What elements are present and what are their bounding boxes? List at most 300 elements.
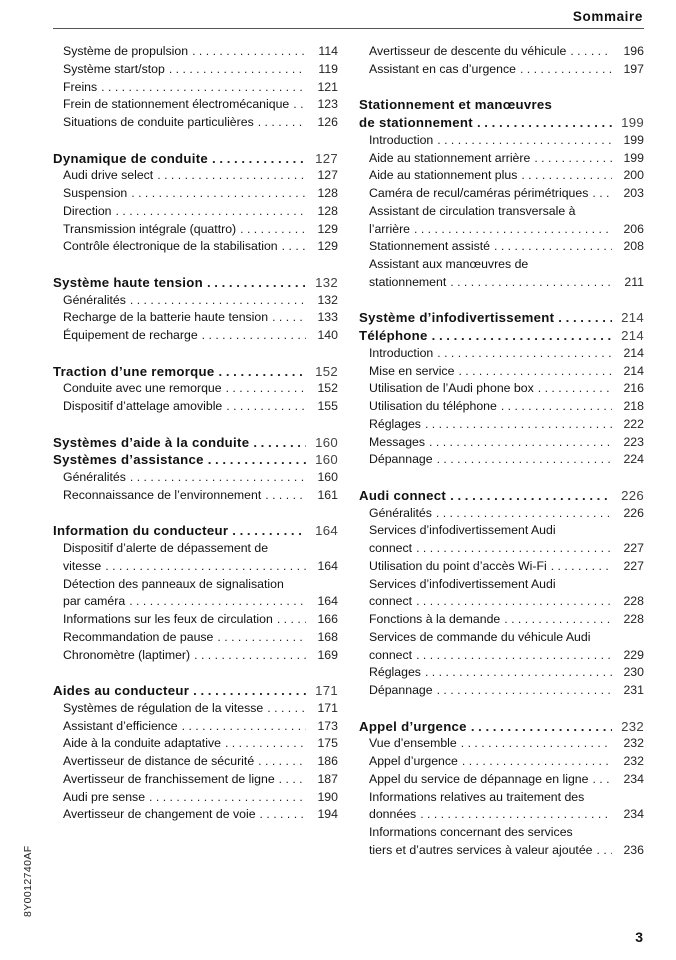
toc-entry-title: Transmission intégrale (quattro): [63, 221, 237, 236]
toc-page-number: 187: [317, 771, 338, 786]
toc-entry[interactable]: [359, 754, 644, 772]
dot-leader: [226, 399, 306, 413]
toc-entry[interactable]: [53, 719, 338, 737]
dot-leader: [504, 612, 612, 626]
toc-section-heading[interactable]: [53, 435, 338, 453]
toc-entry[interactable]: [359, 807, 644, 825]
toc-entry-title: Systèmes d’aide à la conduite: [53, 434, 250, 450]
dot-leader: [494, 239, 612, 253]
toc-page-number: 133: [317, 310, 338, 325]
toc-entry-title: Assistant aux manœuvres de: [369, 257, 529, 271]
toc-page-number: 232: [623, 736, 644, 751]
dot-leader: [277, 612, 306, 626]
dot-leader: [129, 594, 306, 608]
toc-page-number: 236: [623, 842, 644, 857]
toc-page-number: 196: [623, 44, 644, 58]
toc-entry-title: Vue d’ensemble: [369, 736, 457, 751]
toc-entry[interactable]: [359, 648, 644, 666]
toc-page-number: 234: [623, 771, 644, 786]
toc-page-number: 230: [623, 665, 644, 680]
dot-leader: [429, 435, 612, 449]
toc-entry-title: Système start/stop: [63, 61, 165, 76]
dot-leader: [416, 648, 612, 662]
toc-entry-title: Utilisation du point d’accès Wi-Fi: [369, 558, 547, 573]
toc-entry-title: Assistant de circulation transversale à: [369, 203, 576, 218]
toc-page-number: 226: [621, 487, 644, 503]
toc-spacer: [53, 257, 338, 275]
dot-leader: [437, 133, 612, 147]
toc-entry[interactable]: [53, 736, 338, 754]
dot-leader: [461, 736, 612, 750]
toc-entry-title: connect: [369, 594, 413, 609]
toc-page-number: 121: [317, 79, 338, 94]
toc-page-number: 168: [317, 629, 338, 644]
toc-entry-title: Services d’infodivertissement Audi: [369, 576, 556, 591]
toc-entry[interactable]: [359, 736, 644, 754]
toc-page-number: 208: [623, 239, 644, 254]
toc-entry[interactable]: [53, 559, 338, 577]
dot-leader: [450, 275, 612, 289]
toc-entry-title: stationnement: [369, 274, 447, 289]
toc-entry-title: Assistant d’efficience: [63, 718, 178, 733]
dot-leader: [420, 807, 612, 821]
toc-entry[interactable]: [53, 204, 338, 222]
toc-page-number: 231: [623, 683, 644, 697]
dot-leader: [101, 80, 306, 94]
dot-leader: [253, 435, 306, 450]
toc-entry[interactable]: [53, 630, 338, 648]
toc-page-number: 171: [315, 683, 338, 698]
toc-entry-title: Audi connect: [359, 487, 447, 503]
toc-page-number: 164: [317, 594, 338, 609]
dot-leader: [416, 541, 612, 555]
toc-entry-title: Dépannage: [369, 452, 433, 467]
toc-entry[interactable]: [359, 506, 644, 524]
toc-page-number: 166: [317, 612, 338, 626]
toc-entry-title: Avertisseur de distance de sécurité: [63, 754, 255, 768]
toc-entry-title: Téléphone: [359, 328, 428, 343]
toc-entry[interactable]: [359, 772, 644, 790]
dot-leader: [260, 807, 306, 821]
toc-entry[interactable]: [53, 772, 338, 790]
toc-page-number: 152: [315, 363, 338, 379]
toc-entry[interactable]: [53, 807, 338, 825]
toc-entry-title: Appel d’urgence: [359, 718, 467, 734]
toc-entry-title: Systèmes de régulation de la vitesse: [63, 700, 264, 715]
toc-entry[interactable]: [53, 168, 338, 186]
toc-spacer: [359, 701, 644, 719]
toc-page-number: 190: [317, 789, 338, 804]
toc-page-number: 218: [623, 399, 644, 413]
toc-page-number: 161: [317, 487, 338, 502]
toc-page-number: 128: [317, 186, 338, 200]
toc-section-heading[interactable]: [53, 523, 338, 541]
toc-entry[interactable]: [53, 222, 338, 240]
toc-page-number: 222: [623, 416, 644, 431]
toc-entry[interactable]: [53, 612, 338, 630]
toc-page-number: 119: [318, 61, 338, 76]
toc-entry-title: Services d’infodivertissement Audi: [369, 523, 556, 538]
toc-page-number: 214: [621, 328, 644, 343]
dot-leader: [520, 62, 612, 76]
toc-entry[interactable]: [53, 754, 338, 772]
dot-leader: [207, 275, 306, 290]
toc-page-number: 206: [623, 221, 644, 236]
toc-entry[interactable]: [359, 133, 644, 151]
toc-entry-title: tiers et d’autres services à valeur ajoutée: [369, 842, 593, 857]
dot-leader: [157, 168, 306, 182]
dot-leader: [450, 488, 612, 503]
toc-page-number: 127: [315, 150, 338, 166]
toc-entry[interactable]: [359, 275, 644, 293]
toc-entry[interactable]: [53, 97, 338, 115]
dot-leader: [130, 470, 306, 484]
toc-section-heading[interactable]: [53, 364, 338, 382]
dot-leader: [149, 790, 306, 804]
toc-entry[interactable]: [359, 417, 644, 435]
toc-entry[interactable]: [53, 310, 338, 328]
toc-entry[interactable]: [359, 559, 644, 577]
dot-leader: [592, 772, 612, 786]
toc-entry[interactable]: [359, 523, 644, 541]
toc-spacer: [53, 133, 338, 151]
toc-entry-title: Frein de stationnement électromécanique: [63, 97, 290, 112]
dot-leader: [194, 648, 306, 662]
toc-entry-title: Audi pre sense: [63, 789, 146, 804]
header-divider: [53, 28, 644, 29]
toc-page-number: 123: [317, 97, 338, 112]
dot-leader: [232, 523, 306, 538]
toc-entry-title: Informations relatives au traitement des: [369, 789, 585, 804]
toc-section-heading[interactable]: [53, 452, 338, 470]
toc-entry-title: Recommandation de pause: [63, 629, 214, 644]
toc-entry[interactable]: [53, 44, 338, 62]
dot-leader: [182, 719, 306, 733]
dot-leader: [432, 328, 612, 343]
toc-page-number: 234: [623, 807, 644, 822]
toc-page-number: 200: [623, 168, 644, 183]
toc-section-heading[interactable]: [53, 275, 338, 293]
toc-entry-title: Chronomètre (laptimer): [63, 647, 191, 662]
toc-entry-title: Introduction: [369, 345, 434, 360]
dot-leader: [226, 381, 306, 395]
toc-page-number: 224: [623, 452, 644, 467]
dot-leader: [169, 62, 306, 76]
toc-page-number: 126: [317, 115, 338, 129]
toc-entry[interactable]: [53, 186, 338, 204]
toc-page-number: 160: [315, 452, 338, 468]
toc-page-number: 128: [317, 203, 338, 218]
toc-entry[interactable]: [53, 399, 338, 417]
toc-entry[interactable]: [53, 790, 338, 808]
toc-entry[interactable]: [359, 577, 644, 595]
dot-leader: [416, 594, 612, 608]
toc-entry[interactable]: [359, 541, 644, 559]
toc-entry[interactable]: [359, 204, 644, 222]
toc-entry-title: Réglages: [369, 416, 421, 431]
toc-entry-title: Dépannage: [369, 683, 433, 697]
dot-leader: [592, 186, 612, 200]
page-title: Sommaire: [572, 9, 643, 24]
toc-section-heading[interactable]: [359, 328, 644, 346]
toc-entry-title: Avertisseur de changement de voie: [63, 807, 256, 822]
toc-entry-title: Systèmes d’assistance: [53, 452, 204, 468]
toc-page-number: 214: [621, 310, 644, 326]
toc-entry-title: Réglages: [369, 665, 421, 680]
toc-section-heading[interactable]: [359, 488, 644, 506]
toc-entry-title: connect: [369, 647, 413, 662]
toc-section-heading[interactable]: [359, 97, 644, 115]
toc-page-number: 199: [623, 150, 644, 165]
toc-entry-title: Généralités: [63, 292, 126, 307]
toc-page-number: 227: [623, 558, 644, 573]
toc-entry[interactable]: [359, 168, 644, 186]
toc-entry-title: Équipement de recharge: [63, 328, 198, 342]
toc-entry-title: Aides au conducteur: [53, 683, 190, 698]
toc-entry[interactable]: [359, 630, 644, 648]
toc-entry[interactable]: [53, 470, 338, 488]
page-number: 3: [635, 929, 643, 945]
toc-entry-title: Messages: [369, 434, 426, 449]
toc-section-heading[interactable]: [53, 151, 338, 169]
toc-entry-title: Stationnement et manœuvres: [359, 97, 553, 113]
toc-entry-title: Audi drive select: [63, 168, 154, 183]
toc-entry-title: Avertisseur de descente du véhicule: [369, 44, 567, 58]
dot-leader: [105, 559, 306, 573]
toc-page-number: 216: [623, 381, 644, 396]
toc-spacer: [359, 80, 644, 98]
dot-leader: [258, 115, 306, 129]
dot-leader: [212, 151, 306, 166]
toc-entry[interactable]: [53, 115, 338, 133]
toc-entry-title: Utilisation du téléphone: [369, 399, 497, 413]
dot-leader: [282, 239, 306, 253]
toc-spacer: [53, 346, 338, 364]
toc-entry[interactable]: [53, 488, 338, 506]
toc-entry[interactable]: [359, 222, 644, 240]
toc-entry[interactable]: [359, 665, 644, 683]
toc-entry[interactable]: [359, 435, 644, 453]
dot-leader: [279, 772, 306, 786]
toc-entry-title: Stationnement assisté: [369, 239, 490, 254]
toc-page-number: 173: [317, 718, 338, 733]
dot-leader: [219, 364, 306, 379]
toc-entry-title: Système d’infodivertissement: [359, 310, 555, 326]
toc-entry-title: Mise en service: [369, 363, 455, 378]
dot-leader: [267, 701, 306, 715]
toc-page-number: 175: [317, 736, 338, 751]
toc-page-number: 164: [315, 523, 338, 539]
toc-page-number: 197: [623, 61, 644, 76]
dot-leader: [414, 222, 612, 236]
toc-entry[interactable]: [359, 594, 644, 612]
dot-leader: [265, 488, 306, 502]
toc-entry[interactable]: [359, 452, 644, 470]
dot-leader: [425, 417, 612, 431]
toc-page-number: 227: [623, 541, 644, 555]
toc-entry[interactable]: [359, 44, 644, 62]
dot-leader: [193, 683, 306, 698]
toc-entry[interactable]: [359, 346, 644, 364]
toc-right-column: [359, 44, 644, 861]
dot-leader: [458, 364, 612, 378]
toc-page-number: 232: [623, 754, 644, 768]
toc-spacer: [53, 417, 338, 435]
toc-entry-title: Aide au stationnement arrière: [369, 150, 531, 165]
dot-leader: [551, 559, 612, 573]
toc-entry[interactable]: [53, 239, 338, 257]
dot-leader: [208, 452, 306, 467]
dot-leader: [217, 630, 306, 644]
dot-leader: [538, 381, 612, 395]
toc-page-number: 140: [317, 328, 338, 342]
toc-entry[interactable]: [359, 612, 644, 630]
toc-entry[interactable]: [359, 399, 644, 417]
dot-leader: [501, 399, 612, 413]
toc-page-number: 214: [623, 363, 644, 378]
dot-leader: [534, 151, 612, 165]
toc-entry-title: Conduite avec une remorque: [63, 381, 222, 396]
document-code: 8Y0012740AF: [22, 845, 34, 917]
toc-entry-title: par caméra: [63, 594, 126, 609]
toc-entry[interactable]: [359, 151, 644, 169]
toc-section-heading[interactable]: [359, 115, 644, 133]
toc-entry[interactable]: [359, 257, 644, 275]
dot-leader: [293, 97, 306, 111]
toc-entry[interactable]: [359, 239, 644, 257]
toc-entry-title: Informations sur les feux de circulation: [63, 612, 273, 626]
toc-section-heading[interactable]: [53, 683, 338, 701]
toc-entry[interactable]: [359, 381, 644, 399]
toc-page-number: 164: [317, 558, 338, 573]
toc-page-number: 155: [317, 399, 338, 413]
toc-page-number: 152: [317, 381, 338, 396]
toc-entry-title: Généralités: [63, 470, 126, 484]
toc-entry-title: Détection des panneaux de signalisation: [63, 576, 284, 591]
toc-spacer: [359, 293, 644, 311]
toc-entry-title: Fonctions à la demande: [369, 612, 501, 626]
toc-entry-title: Assistant en cas d’urgence: [369, 61, 516, 76]
dot-leader: [477, 115, 612, 130]
toc-entry[interactable]: [359, 825, 644, 843]
dot-leader: [116, 204, 306, 218]
toc-entry-title: Aide au stationnement plus: [369, 168, 518, 183]
dot-leader: [437, 452, 612, 466]
toc-entry-title: Information du conducteur: [53, 523, 229, 539]
toc-entry-title: Recharge de la batterie haute tension: [63, 310, 269, 325]
toc-page-number: 211: [624, 274, 644, 289]
toc-section-heading[interactable]: [359, 719, 644, 737]
toc-entry-title: Dispositif d’attelage amovible: [63, 399, 223, 413]
toc-entry[interactable]: [53, 328, 338, 346]
toc-entry-title: Appel d’urgence: [369, 754, 458, 768]
toc-entry-title: connect: [369, 541, 413, 555]
toc-entry-title: Freins: [63, 79, 98, 94]
dot-leader: [258, 754, 306, 768]
toc-page-number: 199: [623, 132, 644, 147]
toc-page-number: 132: [315, 274, 338, 290]
toc-entry-title: Introduction: [369, 132, 434, 147]
toc-entry[interactable]: [359, 843, 644, 861]
dot-leader: [437, 346, 612, 360]
toc-entry[interactable]: [359, 683, 644, 701]
toc-entry-title: Caméra de recul/caméras périmétriques: [369, 186, 589, 200]
toc-entry-title: Direction: [63, 203, 112, 218]
toc-page-number: 226: [623, 505, 644, 520]
toc-entry-title: Utilisation de l’Audi phone box: [369, 381, 534, 396]
toc-entry-title: Reconnaissance de l’environnement: [63, 487, 262, 502]
toc-entry[interactable]: [359, 186, 644, 204]
toc-entry-title: Suspension: [63, 186, 128, 200]
dot-leader: [436, 506, 612, 520]
toc-entry[interactable]: [359, 364, 644, 382]
toc-page-number: 171: [317, 700, 338, 715]
toc-page-number: 214: [623, 345, 644, 360]
toc-page-number: 169: [317, 647, 338, 662]
dot-leader: [131, 186, 306, 200]
dot-leader: [570, 44, 612, 58]
toc-entry-title: Appel du service de dépannage en ligne: [369, 771, 589, 786]
toc-entry-title: Contrôle électronique de la stabilisation: [63, 239, 278, 254]
toc-entry-title: de stationnement: [359, 115, 473, 130]
toc-entry-title: l’arrière: [369, 221, 410, 236]
toc-entry-title: Système haute tension: [53, 274, 203, 290]
toc-entry-title: vitesse: [63, 558, 102, 573]
toc-page-number: 129: [317, 221, 338, 236]
toc-page-number: 186: [317, 754, 338, 768]
toc-page-number: 127: [317, 168, 338, 183]
dot-leader: [272, 310, 306, 324]
dot-leader: [225, 736, 306, 750]
toc-entry-title: Situations de conduite particulières: [63, 115, 254, 129]
dot-leader: [462, 754, 612, 768]
dot-leader: [597, 843, 612, 857]
dot-leader: [521, 168, 612, 182]
toc-entry-title: Avertisseur de franchissement de ligne: [63, 771, 275, 786]
toc-entry[interactable]: [53, 648, 338, 666]
toc-entry-title: Généralités: [369, 505, 432, 520]
dot-leader: [192, 44, 306, 58]
toc-entry[interactable]: [53, 80, 338, 98]
toc-page-number: 228: [623, 594, 644, 609]
dot-leader: [425, 665, 612, 679]
toc-left-column: [53, 44, 338, 825]
toc-entry-title: données: [369, 807, 417, 822]
dot-leader: [240, 222, 306, 236]
toc-entry[interactable]: [53, 541, 338, 559]
toc-entry[interactable]: [53, 577, 338, 595]
toc-entry[interactable]: [359, 790, 644, 808]
toc-entry-title: Traction d’une remorque: [53, 363, 215, 379]
toc-section-heading[interactable]: [359, 310, 644, 328]
dot-leader: [558, 310, 612, 325]
dot-leader: [471, 719, 612, 734]
toc-entry[interactable]: [53, 293, 338, 311]
toc-entry[interactable]: [53, 594, 338, 612]
toc-entry[interactable]: [53, 381, 338, 399]
toc-page-number: 194: [317, 807, 338, 822]
toc-entry[interactable]: [53, 62, 338, 80]
toc-page-number: 160: [317, 470, 338, 484]
dot-leader: [437, 683, 612, 697]
toc-entry[interactable]: [359, 62, 644, 80]
toc-page-number: 132: [317, 292, 338, 307]
toc-page-number: 229: [623, 647, 644, 662]
toc-page-number: 129: [317, 239, 338, 254]
toc-entry[interactable]: [53, 701, 338, 719]
toc-page-number: 228: [623, 612, 644, 626]
toc-page-number: 232: [621, 718, 644, 734]
